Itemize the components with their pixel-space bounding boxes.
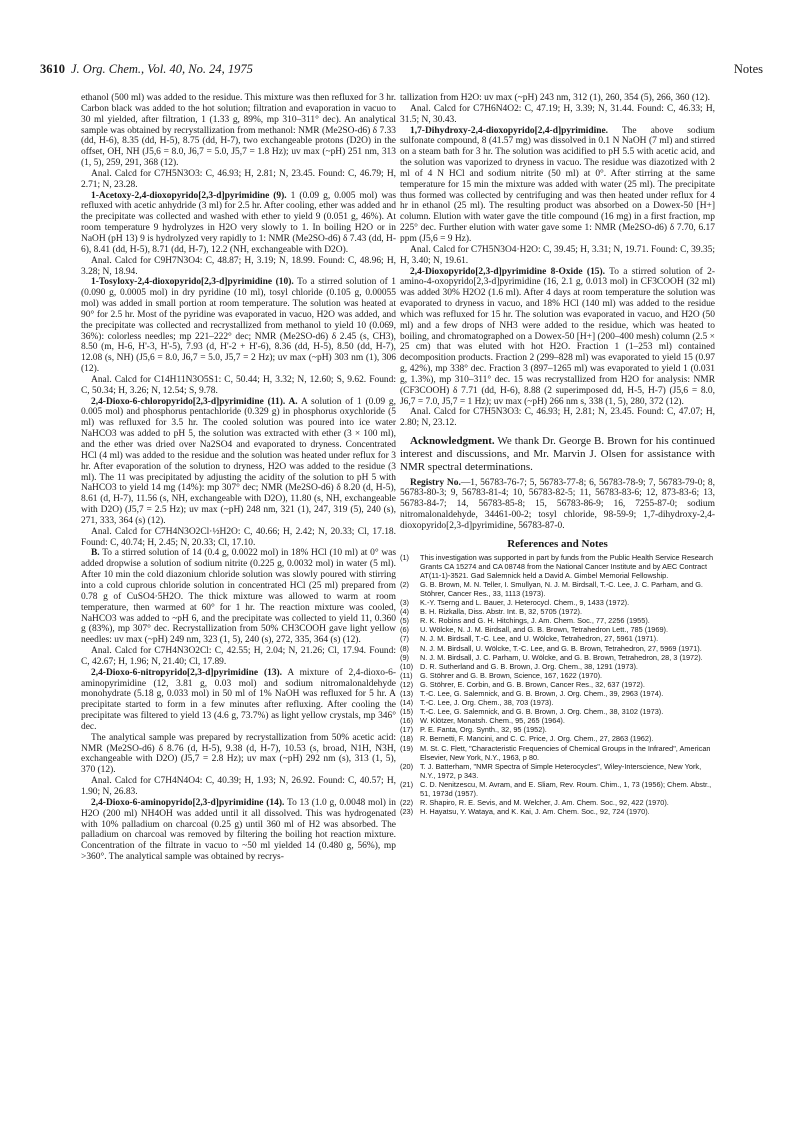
paragraph-text: tallization from H2O: uv max (~pH) 243 nm, 312 (1), 260, 354 (5), 266, 360 (12).: [400, 93, 710, 103]
reference-item: [400, 653, 715, 662]
paragraph: [81, 375, 396, 397]
section-label: Notes: [733, 62, 763, 76]
reference-number: (10): [400, 661, 414, 671]
reference-item: [400, 698, 715, 707]
paragraph-title: 2,4-Dioxopyrido[2,3-d]pyrimidine 8-Oxide (15).: [410, 266, 606, 277]
paragraph: [81, 397, 396, 527]
reference-text: U. Wölcke, N. J. M. Birdsall, and G. B. Brown, Tetrahedron Lett., 785 (1969).: [420, 625, 669, 635]
reference-text: N. J. M. Birdsall, J. C. Parham, U. Wölcke, and G. B. Brown, Tetrahedron, 28, 3 (1972).: [420, 652, 703, 662]
reference-number: (16): [400, 716, 414, 726]
right-column-paragraphs: [400, 93, 715, 429]
reference-item: [400, 625, 715, 634]
paragraph: [400, 93, 715, 104]
reference-number: (22): [400, 798, 414, 808]
paragraph: [81, 668, 396, 733]
paragraph: [400, 407, 715, 429]
paragraph-text: Anal. Calcd for C7H4N3O2Cl: C, 42.55; H, 2.04; N, 21.26; Cl, 17.94. Found: C, 42.67; H, 1.96; N, 21.40; Cl, 17.89.: [81, 646, 396, 667]
reference-text: T.-C. Lee, G. Salemnick, and G. B. Brown, J. Org. Chem., 39, 2963 (1974).: [420, 689, 664, 699]
paragraph-title: 1-Tosyloxy-2,4-dioxopyrido[2,3-d]pyrimidine (10).: [91, 277, 294, 288]
reference-number: (23): [400, 807, 414, 817]
paragraph: [81, 798, 396, 863]
reference-number: (1): [400, 552, 409, 562]
reference-text: T. J. Batterham, "NMR Spectra of Simple Heterocycles", Wiley-Interscience, New York, N.Y., 1972, p 343.: [420, 761, 702, 780]
paragraph: [81, 191, 396, 256]
paragraph-title: 2,4-Dioxo-6-chloropyrido[2,3-d]pyrimidine (11). A.: [91, 396, 298, 407]
reference-item: [400, 580, 715, 598]
reference-text: This investigation was supported in part by funds from the Public Health Service Research Grants CA 15274 and CA 08748 from the National Cancer Institute and by AEC Contract AT(11-1)-3521. Gad Salemnick held a David A. Gimbel Memorial Fellowship.: [420, 552, 714, 580]
reference-item: [400, 734, 715, 743]
reference-item: [400, 807, 715, 816]
reference-number: (17): [400, 725, 414, 735]
reference-text: P. E. Fanta, Org. Synth., 32, 95 (1952).: [420, 725, 547, 735]
reference-number: (8): [400, 643, 409, 653]
paragraph-text: Anal. Calcd for C7H6N4O2: C, 47.19; H, 3.39; N, 31.44. Found: C, 46.33; H, 31.5; N, 30.43.: [400, 103, 715, 125]
reference-item: [400, 662, 715, 671]
reference-item: [400, 644, 715, 653]
reference-text: R. Shapiro, R. E. Sevis, and M. Welcher, J. Am. Chem. Soc., 92, 422 (1970).: [420, 798, 669, 808]
paragraph-text: To a stirred solution of 2-amino-4-oxopyrido[2,3-d]pyrimidine (16, 2.1 g, 0.013 mol) in CF3COOH (32 ml) was added 30% H2O2 (1.6 ml). After 4 days at room temperature the solution was evaporated to dryness in vacuo, and 18% HCl (140 ml) was added to the residue which was refluxed for 15 hr. The solution was evaporated in vacuo, and H2O (50 ml) and a few drops of NH3 were added to the residue, which was heated to boiling, and chromatographed on a Dowex-50 [H+] (200–400 mesh) column (2.5 × 25 cm) that was eluted with hot H2O. Fraction 1 (1–253 ml) contained decomposition products. Fraction 2 (299–828 ml) was evaporated to yield 15 (0.97 g, 42%), mp 338° dec. Fraction 3 (897–1265 ml) was evaporated to yield 1 (0.031 g, 1.3%), mp 310–311° dec. 15 was recrystallized from H2O for analysis: NMR (CF3COOH) δ 7.71 (dd, H-6), 8.88 (2 superimposed dd, H-5, H-7) (J5,6 = 8.0, J6,7 = 7.0, J5,7 = 1 Hz); uv max (~pH) 266 nm s, 338 (1, 5), 280, 372 (12).: [400, 266, 715, 407]
paragraph-text: The above sodium sulfonate compound, 8 (41.57 mg) was dissolved in 0.1 N NaOH (7 ml) and stirred on a steam bath for 3 hr. The solution was acidified to pH 5.5 with acetic acid, and the solution was vaporized to dryness in vacuo. The residue was diazotized with 2 ml of 4 N HCl and sodium nitrite (50 ml) at 0°. After stirring at the same temperature for 15 min the mixture was added with water (25 ml). The precipitate thus formed was collected by centrifuging and was then heated under reflux for 4 hr in ethanol (25 ml). The resulting product was absorbed on a Dowex-50 [H+] column. Elution with water gave the title compound (16 mg) in a first fraction, mp 225° dec. Further elution with water gave some 1: NMR (Me2SO-d6) δ 7.70, 6.17 ppm (J5,6 = 9 Hz).: [400, 125, 715, 244]
reference-item: [400, 634, 715, 643]
paragraph-text: To a stirred solution of 14 (0.4 g, 0.0022 mol) in 18% HCl (10 ml) at 0° was added dropwise a solution of sodium nitrite (0.225 g, 0.0032 mol) in water (5 ml). After 10 min the cold diazonium chloride solution was slowly poured with stirring into a cold cuprous chloride solution in concentrated HCl (25 ml) prepared from 0.78 g of CuSO4·5H2O. The thick mixture was allowed to warm at room temperature, then warmed at 60° for 1 hr. The reaction mixture was cooled, NaHCO3 was added to ~pH 6, and the precipitate was collected to yield 11, 0.360 g (83%), mp 307° dec. Recrystallization from 50% CH3COOH gave light yellow needles: uv max (~pH) 249 nm, 323 (1, 5), 240 (s), 272, 335, 364 (s) (12).: [81, 548, 396, 646]
paragraph-text: A mixture of 2,4-dioxo-6-aminopyrimidine (12, 3.81 g, 0.03 mol) and sodium nitromalonaldehyde monohydrate (5.18 g, 0.033 mol) in 50 ml of 1% NaOH was refluxed for 5 hr. A precipitate started to form in a few minutes after refluxing. After cooling the precipitate was filtered to yield 13 (4.6 g, 73.7%) as light yellow crystals, mp 346° dec.: [81, 667, 396, 732]
reference-number: (20): [400, 761, 414, 771]
reference-number: (18): [400, 734, 414, 744]
reference-text: B. H. Rizkalla, Diss. Abstr. Int. B, 32, 5705 (1972).: [420, 607, 583, 617]
right-column: [400, 93, 715, 816]
paragraph-text: Anal. Calcd for C7H4N4O4: C, 40.39; H, 1.93; N, 26.92. Found: C, 40.57; H, 1.90; N, 26.83.: [81, 776, 396, 797]
reference-text: N. J. M. Birdsall, T.-C. Lee, and U. Wölcke, Tetrahedron, 27, 5961 (1971).: [420, 634, 659, 644]
registry-numbers: [400, 478, 715, 532]
reference-text: K.-Y. Tserng and L. Bauer, J. Heterocycl. Chem., 9, 1433 (1972).: [420, 598, 630, 608]
paragraph: [400, 267, 715, 408]
paragraph-text: The analytical sample was prepared by recrystallization from 50% acetic acid: NMR (Me2SO-d6) δ 8.76 (d, H-5), 9.38 (d, H-7), 10.53 (s, broad, N1H, N3H, exchangeable with D2O) (J5,7 = 2.8 Hz); uv max (~pH) 292 nm (s), 313 (1, 5), 370 (12).: [81, 732, 396, 776]
reference-number: (7): [400, 634, 409, 644]
paragraph-text: To 13 (1.0 g, 0.0048 mol) in H2O (200 ml) NH4OH was added until it all dissolved. This was hydrogenated with 10% palladium on charcoal (0.25 g) until 360 ml of H2 was absorbed. The palladium on charcoal was removed by filtering the boiling hot reaction mixture. Concentration of the filtrate in vacuo to ~50 ml yielded 14 (0.480 g, 56%), mp >360°. The analytical sample was obtained by recrys-: [81, 797, 396, 863]
reference-number: (9): [400, 652, 409, 662]
reference-text: T.-C. Lee, J. Org. Chem., 38, 703 (1973).: [420, 698, 554, 708]
left-column: [81, 93, 396, 863]
reference-number: (12): [400, 679, 414, 689]
paragraph-title: 2,4-Dioxo-6-aminopyrido[2,3-d]pyrimidine (14).: [91, 797, 285, 808]
reference-number: (11): [400, 670, 413, 680]
acknowledgment-title: Acknowledgment.: [410, 435, 495, 448]
page-number: 3610: [40, 62, 65, 76]
reference-item: [400, 780, 715, 798]
reference-item: [400, 598, 715, 607]
paragraph: [81, 548, 396, 646]
reference-item: [400, 744, 715, 762]
paragraph-text: Anal. Calcd for C7H4N3O2Cl·½H2O: C, 40.66; H, 2.42; N, 20.33; Cl, 17.18. Found: C, 40.74; H, 2.45; N, 20.33; Cl, 17.10.: [81, 526, 396, 548]
reference-text: R. Bernetti, F. Mancini, and C. C. Price, J. Org. Chem., 27, 2863 (1962).: [420, 734, 654, 744]
reference-number: (5): [400, 616, 409, 626]
reference-text: C. D. Nenitzescu, M. Avram, and E. Sliam, Rev. Roum. Chim., 1, 73 (1956); Chem. Abstr., 51, 1973d (1957).: [420, 779, 712, 799]
reference-item: [400, 689, 715, 698]
reference-text: N. J. M. Birdsall, U. Wölcke, T.-C. Lee, and G. B. Brown, Tetrahedron, 27, 5969 (1971).: [420, 643, 702, 653]
reference-number: (6): [400, 625, 409, 635]
paragraph-text: Anal. Calcd for C7H5N3O3: C, 46.93; H, 2.81; N, 23.45. Found: C, 47.07; H, 2.80; N, 23.12.: [400, 407, 715, 429]
reference-item: [400, 671, 715, 680]
paragraph-text: Anal. Calcd for C9H7N3O4: C, 48.87; H, 3.19; N, 18.99. Found: C, 48.96; H, 3.28; N, 18.94.: [81, 255, 396, 277]
reference-item: [400, 607, 715, 616]
reference-text: R. K. Robins and G. H. Hitchings, J. Am. Chem. Soc., 77, 2256 (1955).: [420, 616, 650, 626]
reference-text: W. Klötzer, Monatsh. Chem., 95, 265 (1964).: [420, 716, 565, 726]
paragraph-title: 1-Acetoxy-2,4-dioxopyrido[2,3-d]pyrimidine (9).: [91, 190, 287, 201]
reference-number: (4): [400, 607, 409, 617]
paragraph: [400, 104, 715, 126]
reference-item: [400, 798, 715, 807]
references-list: [400, 553, 715, 817]
reference-number: (14): [400, 698, 414, 708]
reference-text: G. Stöhrer, E. Corbin, and G. B. Brown, Cancer Res., 32, 637 (1972).: [420, 679, 645, 689]
references-heading: References and Notes: [507, 537, 608, 550]
paragraph-title: 1,7-Dihydroxy-2,4-dioxopyrido[2,4-d]pyrimidine.: [410, 125, 609, 136]
paragraph-text: Anal. Calcd for C7H5N3O4·H2O: C, 39.45; H, 3.31; N, 19.71. Found: C, 39.35; H, 3.40; N, 19.61.: [400, 244, 715, 266]
reference-number: (21): [400, 779, 414, 789]
reference-item: [400, 680, 715, 689]
paragraph-text: Anal. Calcd for C14H11N3O5S1: C, 50.44; H, 3.32; N, 12.60; S, 9.62. Found: C, 50.34; H, 3.26; N, 12.54; S, 9.78.: [81, 374, 396, 396]
paragraph-text: To a stirred solution of 1 (0.090 g, 0.0005 mol) in dry pyridine (10 ml), tosyl chloride (0.105 g, 0.00055 mol) was added in small portion at room temperature. The solution was heated at 90° for 2.5 hr. Most of the pyridine was evaporated in vacuo, H2O was added, and the precipitate was collected and recrystallized from methanol to yield 10 (0.069, 36%): colorless needles; mp 221–222° dec; NMR (Me2SO-d6) δ 2.45 (s, CH3), 8.50 (m, H-6, H'-3, H'-5), 7.93 (d, H'-2 + H'-6), 8.36 (dd, H-5), 8.50 (dd, H-7), 12.08 (s, NH) (J5,6 = 8.0, J6,7 = 5.0, J5,7 = 2 Hz); uv max (~pH) 303 nm (1), 306 (12).: [81, 277, 396, 375]
reference-number: (2): [400, 579, 409, 589]
paragraph: [400, 245, 715, 267]
paragraph-text: Anal. Calcd for C7H5N3O3: C, 46.93; H, 2.81; N, 23.45. Found: C, 46.79; H, 2.71; N, 23.28.: [81, 168, 396, 190]
paragraph: [81, 169, 396, 191]
acknowledgment: [400, 435, 715, 473]
paragraph: [81, 93, 396, 169]
paragraph-title: 2,4-Dioxo-6-nitropyrido[2,3-d]pyrimidine (13).: [91, 667, 283, 678]
paragraph: [81, 776, 396, 798]
acknowledgment-text: We thank Dr. George B. Brown for his continued interest and discussions, and Mr. Marvin J. Olsen for assistance with NMR spectral determinations.: [400, 435, 715, 473]
registry-text: —1, 56783-76-7; 5, 56783-77-8; 6, 56783-78-9; 7, 56783-79-0; 8, 56783-80-3; 9, 56783-81-4; 10, 56783-82-5; 11, 56783-83-6; 12, 873-83-6; 13, 56783-84-7; 14, 56783-85-8; 15, 56783-86-9; 16, 7255-87-0; sodium nitromalonaldehyde, 34461-00-2; tosyl chloride, 98-59-9; 1,7-dihydroxy-2,4-dioxopyrido[2,3-d]pyrimidine, 56783-87-0.: [400, 477, 715, 531]
reference-number: (13): [400, 689, 414, 699]
reference-number: (3): [400, 598, 409, 608]
reference-item: [400, 616, 715, 625]
paragraph: [81, 646, 396, 668]
reference-text: T.-C. Lee, G. Salemnick, and G. B. Brown, J. Org. Chem., 38, 3102 (1973).: [420, 707, 664, 717]
journal-citation: J. Org. Chem., Vol. 40, No. 24, 1975: [71, 62, 253, 76]
paragraph-title: B.: [91, 548, 100, 559]
reference-text: D. R. Sutherland and G. B. Brown, J. Org. Chem., 38, 1291 (1973).: [420, 661, 638, 671]
reference-item: [400, 762, 715, 780]
reference-text: G. Stöhrer and G. B. Brown, Science, 167, 1622 (1970).: [420, 670, 603, 680]
page-header: [40, 62, 763, 80]
reference-text: M. St. C. Flett, "Characteristic Frequencies of Chemical Groups in the Infrared", American Elsevier, New York, N.Y., 1963, p 80.: [420, 743, 711, 762]
paragraph-text: A solution of 1 (0.09 g, 0.005 mol) and phosphorus pentachloride (0.329 g) in phosphorus oxychloride (5 ml) was refluxed for 3.5 hr. The cooled solution was poured into ice water NaHCO3 was added to pH 5, the solution was extracted with ether (3 × 100 ml), and the ether was dried over Na2SO4 and evaporated to dryness. Concentrated HCl (4 ml) was added to the residue and the solution was heated under reflux for 3 hr. After evaporation of the solution to dryness, H2O was added to the residue (3 ml). The 11 was precipitated by adjusting the acidity of the solution to pH 5 with NaHCO3 to yield 14 mg (14%): mp 307° dec; NMR (Me2SO-d6) δ 8.20 (d, H-5), 8.61 (d, H-7), 11.56 (s, NH, exchangeable with D2O), 11.80 (s, NH, exchangeable with D2O) (J5,7 = 2.5 Hz); uv max (~pH) 248 nm, 321 (1), 247, 319 (5), 240 (s), 271, 333, 364 (s) (12).: [81, 396, 396, 526]
paragraph: [81, 733, 396, 776]
reference-item: [400, 553, 715, 580]
paragraph: [400, 126, 715, 245]
reference-item: [400, 716, 715, 725]
reference-item: [400, 725, 715, 734]
reference-number: (15): [400, 707, 414, 717]
reference-item: [400, 707, 715, 716]
paragraph: [81, 256, 396, 278]
reference-text: H. Hayatsu, Y. Wataya, and K. Kai, J. Am. Chem. Soc., 92, 724 (1970).: [420, 807, 650, 817]
reference-number: (19): [400, 743, 414, 753]
paragraph: [81, 527, 396, 549]
paragraph: [81, 277, 396, 375]
registry-title: Registry No.: [410, 477, 461, 488]
reference-text: G. B. Brown, M. N. Teller, I. Smullyan, N. J. M. Birdsall, T.-C. Lee, J. C. Parham, and G. Stöhrer, Cancer Res., 33, 1113 (1973).: [420, 579, 703, 598]
paragraph-text: ethanol (500 ml) was added to the residue. This mixture was then refluxed for 3 hr. Carbon black was added to the hot solution; filtration and evaporation in vacuo to 30 ml yielded, after filtration, 1 (1.33 g, 89%, mp 310–311° dec). An analytical sample was obtained by recrystallization from methanol: NMR (Me2SO-d6) δ 7.33 (dd, H-6), 8.35 (dd, H-5), 8.75 (dd, H-7), two exchangeable protons (D2O) in the offset, OH, NH (J5,6 = 8.0, J6,7 = 5.0, J5,7 = 1.8 Hz); uv max (~pH) 251 nm, 313 (1, 5), 259, 291, 368 (12).: [81, 93, 396, 169]
paragraph-text: 1 (0.09 g, 0.005 mol) was refluxed with acetic anhydride (3 ml) for 2.5 hr. After cooling, ether was added and the precipitate was collected and washed with ether to yield 9 (0.051 g, 46%). At room temperature 9 hydrolyzes in H2O very slowly to 1. In boiling H2O or in NaOH (pH 13) 9 is hydrolyzed very rapidly to 1: NMR (Me2SO-d6) δ 7.43 (dd, H-6), 8.41 (dd, H-5), 8.71 (dd, H-7), 12.2 (NH, exchangeable with D2O).: [81, 190, 396, 255]
